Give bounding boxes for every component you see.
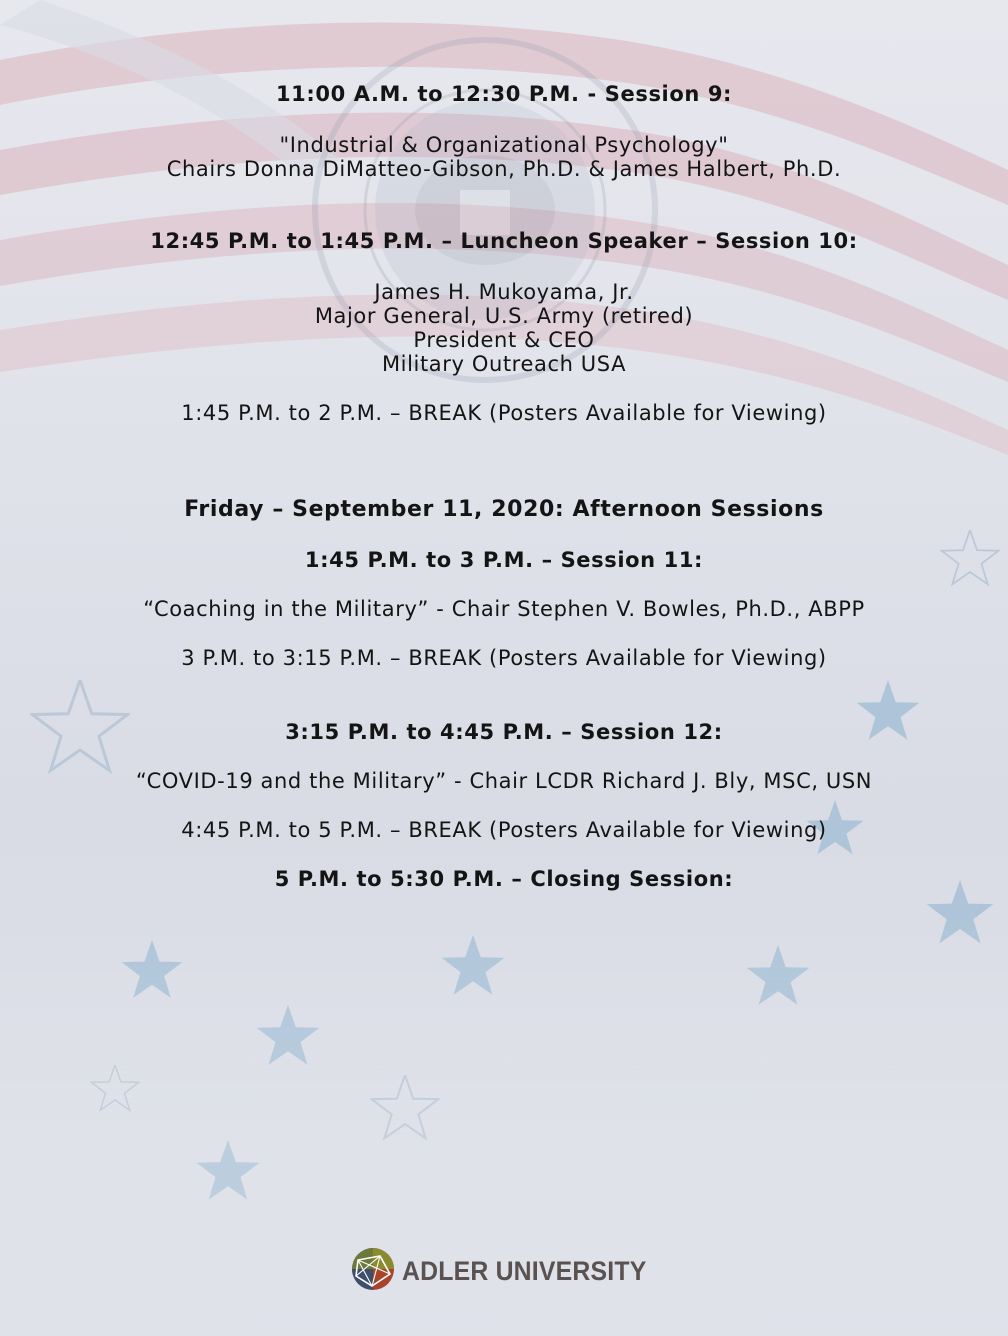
adler-university-logo [350, 1248, 668, 1294]
session9-time: 11:00 A.M. to 12:30 P.M. - Session 9: [275, 82, 733, 106]
speaker-line-4: Military Outreach USA [381, 352, 627, 376]
break-2: 3 P.M. to 3:15 P.M. – BREAK (Posters Available for Viewing) [181, 646, 827, 670]
session9-title: "Industrial & Organizational Psychology" [279, 133, 729, 157]
speaker-line-2: Major General, U.S. Army (retired) [314, 304, 694, 328]
speaker-line-3: President & CEO [413, 328, 595, 352]
logo-text: ADLER UNIVERSITY [402, 1255, 647, 1286]
closing-session: 5 P.M. to 5:30 P.M. – Closing Session: [274, 867, 734, 891]
session9-chairs: Chairs Donna DiMatteo-Gibson, Ph.D. & James Halbert, Ph.D. [166, 157, 842, 181]
session11-title: “Coaching in the Military” - Chair Stephen V. Bowles, Ph.D., ABPP [143, 597, 865, 621]
session12-time: 3:15 P.M. to 4:45 P.M. – Session 12: [285, 720, 723, 744]
session12-title: “COVID-19 and the Military” - Chair LCDR Richard J. Bly, MSC, USN [135, 769, 873, 793]
break-3: 4:45 P.M. to 5 P.M. – BREAK (Posters Available for Viewing) [181, 818, 827, 842]
day-heading: Friday – September 11, 2020: Afternoon Sessions [184, 497, 824, 522]
break-1: 1:45 P.M. to 2 P.M. – BREAK (Posters Available for Viewing) [181, 401, 827, 425]
adler-globe-icon [350, 1246, 396, 1296]
session10-time: 12:45 P.M. to 1:45 P.M. – Luncheon Speaker – Session 10: [150, 229, 858, 253]
speaker-line-1: James H. Mukoyama, Jr. [374, 280, 634, 304]
session11-time: 1:45 P.M. to 3 P.M. – Session 11: [304, 548, 704, 572]
